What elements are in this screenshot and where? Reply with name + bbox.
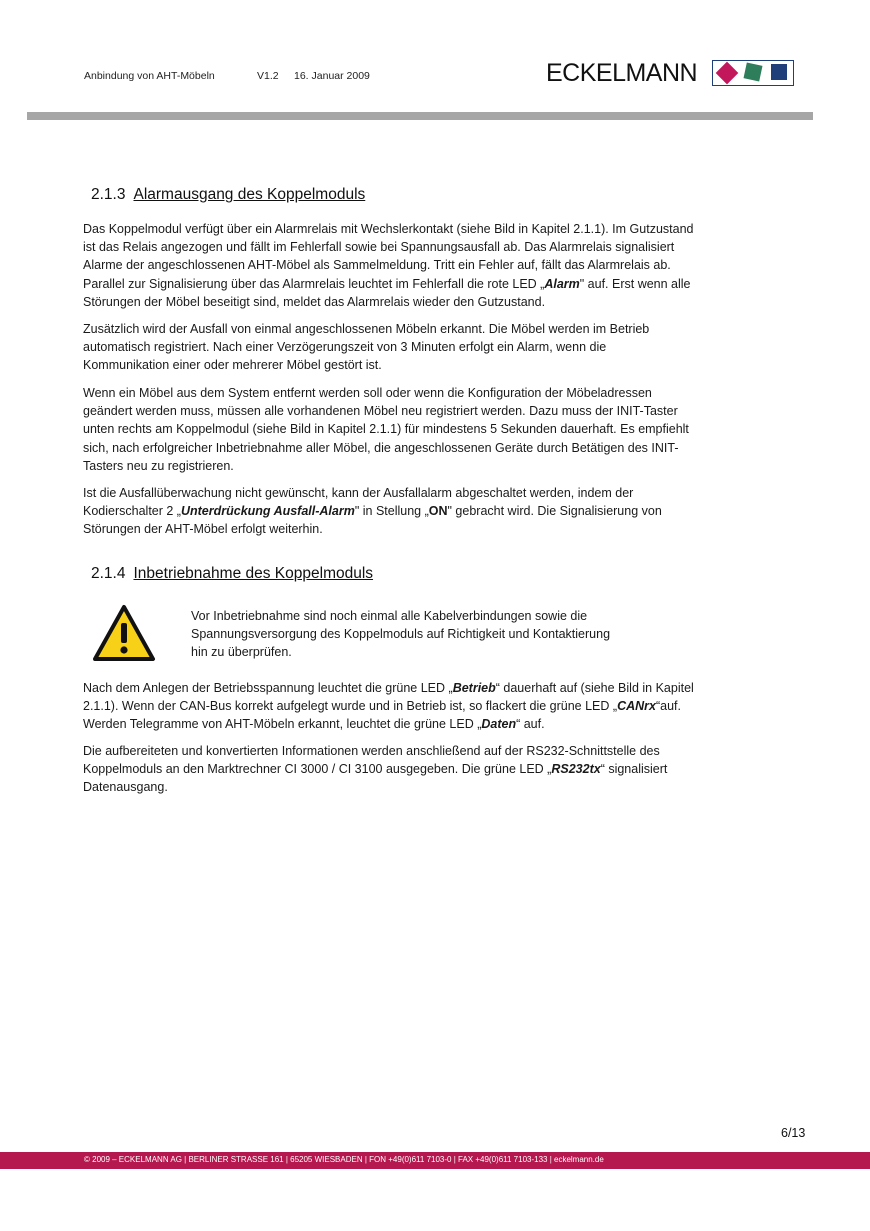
eckelmann-logo	[546, 58, 798, 88]
logo-squares-icon	[712, 60, 794, 86]
text-line: 2.1.1). Wenn der CAN-Bus korrekt aufgelegt wurde und in Betrieb ist, so flackert die grüne LED „CANrx“auf.	[83, 699, 681, 714]
text-line: automatisch registriert. Nach einer Verzögerungszeit von 3 Minuten erfolgt ein Alarm, wenn die	[83, 340, 607, 355]
text-line: Ist die Ausfallüberwachung nicht gewünscht, kann der Ausfallalarm abgeschaltet werden, indem der	[83, 486, 634, 500]
text-line: Werden Telegramme von AHT-Möbeln erkannt, leuchtet die grüne LED „Daten“ auf.	[83, 717, 545, 732]
text-line: unten rechts am Koppelmodul (siehe Bild in Kapitel 2.1.1) für mindestens 5 Sekunden dauerhaft. Es empfiehlt	[83, 422, 689, 437]
text-line: Kodierschalter 2 „Unterdrückung Ausfall-Alarm" in Stellung „ON" gebracht wird. Die Signalisierung von	[83, 504, 662, 519]
text-line: Zusätzlich wird der Ausfall von einmal angeschlossenen Möbeln erkannt. Die Möbel werden im Betrieb	[83, 322, 650, 336]
footer-bar	[0, 1152, 870, 1169]
text-line: Koppelmoduls an den Marktrechner CI 3000 / CI 3100 ausgegeben. Die grüne LED „RS232tx“ signalisiert	[83, 762, 668, 777]
section-heading-2-1-4	[91, 565, 373, 583]
text-line: geändert werden muss, müssen alle vorhandenen Möbel neu registriert werden. Dazu muss der INIT-Taster	[83, 404, 678, 419]
header-version: V1.2	[257, 70, 279, 82]
text-line: Tasters neu zu registrieren.	[83, 458, 234, 473]
text-line: Datenausgang.	[83, 780, 168, 795]
led-betrieb-label: Betrieb	[452, 681, 496, 695]
paragraph-disable-failure-alarm	[83, 484, 813, 539]
switch-label: Unterdrückung Ausfall-Alarm	[180, 504, 355, 519]
header-divider	[27, 112, 813, 120]
text-line: Störungen der Möbel beseitigt sind, meldet das Alarmrelais wieder den Gutzustand.	[83, 294, 546, 309]
logo-text: ECKELMANN	[546, 59, 698, 87]
warning-triangle-icon	[92, 604, 156, 662]
footer-text: © 2009 – ECKELMANN AG | BERLINER STRASSE 161 | 65205 WIESBADEN | FON +49(0)611 7103-0 | FAX +49(0)611 7103-133 | eckelmann.de	[84, 1155, 604, 1164]
text-line: Alarme der angeschlossenen AHT-Möbel als Sammelmeldung. Tritt ein Fehler auf, fällt das Alarmrelais ab.	[83, 258, 671, 273]
text-line: Kommunikation einer oder mehrerer Möbel gestört ist.	[83, 358, 382, 373]
text-line: Wenn ein Möbel aus dem System entfernt werden soll oder wenn die Konfiguration der Möbeladressen	[83, 386, 652, 400]
text-line: Spannungsversorgung des Koppelmoduls auf Richtigkeit und Kontaktierung	[191, 627, 611, 642]
paragraph-leds	[83, 679, 813, 734]
text-line: Vor Inbetriebnahme sind noch einmal alle Kabelverbindungen sowie die	[191, 609, 588, 623]
switch-position: ON	[428, 504, 448, 519]
text-line: Störungen der AHT-Möbel erfolgt weiterhin.	[83, 522, 323, 537]
led-daten-label: Daten	[481, 717, 517, 732]
paragraph-reregistration	[83, 384, 813, 475]
paragraph-failure-detection	[83, 320, 813, 375]
header-document-title: Anbindung von AHT-Möbeln	[84, 70, 215, 82]
text-line: Die aufbereiteten und konvertierten Informationen werden anschließend auf der RS232-Schnittstelle des	[83, 744, 660, 758]
led-canrx-label: CANrx	[617, 699, 656, 714]
section-heading-2-1-3	[91, 186, 365, 204]
page-number: 6/13	[781, 1126, 806, 1140]
text-line: hin zu überprüfen.	[191, 645, 292, 660]
paragraph-alarm-relay	[83, 220, 813, 311]
led-rs232tx-label: RS232tx	[551, 762, 601, 777]
text-line: ist das Relais angezogen und fällt im Fehlerfall sowie bei Spannungsausfall ab. Das Alarmrelais signalisiert	[83, 240, 675, 255]
led-alarm-label: Alarm	[544, 276, 580, 291]
section-number: 2.1.3	[91, 186, 126, 203]
text-line: Das Koppelmodul verfügt über ein Alarmrelais mit Wechslerkontakt (siehe Bild in Kapitel 2.1.1). Im Gutzustand	[83, 222, 694, 236]
section-title: Inbetriebnahme des Koppelmoduls	[133, 565, 374, 582]
section-title: Alarmausgang des Koppelmoduls	[133, 186, 366, 203]
section-number: 2.1.4	[91, 565, 126, 582]
warning-text	[191, 607, 610, 662]
text-line: sich, nach erfolgreicher Inbetriebnahme aller Möbel, die angeschlossenen Geräte durch Betätigen des INIT-	[83, 440, 679, 455]
text-line: Parallel zur Signalisierung über das Alarmrelais leuchtet im Fehlerfall die rote LED „Alarm" auf. Erst wenn alle	[83, 276, 691, 291]
text-line: Nach dem Anlegen der Betriebsspannung leuchtet die grüne LED „Betrieb“ dauerhaft auf (siehe Bild in Kapitel	[83, 681, 694, 695]
header-date: 16. Januar 2009	[294, 70, 370, 82]
paragraph-rs232	[83, 742, 813, 797]
